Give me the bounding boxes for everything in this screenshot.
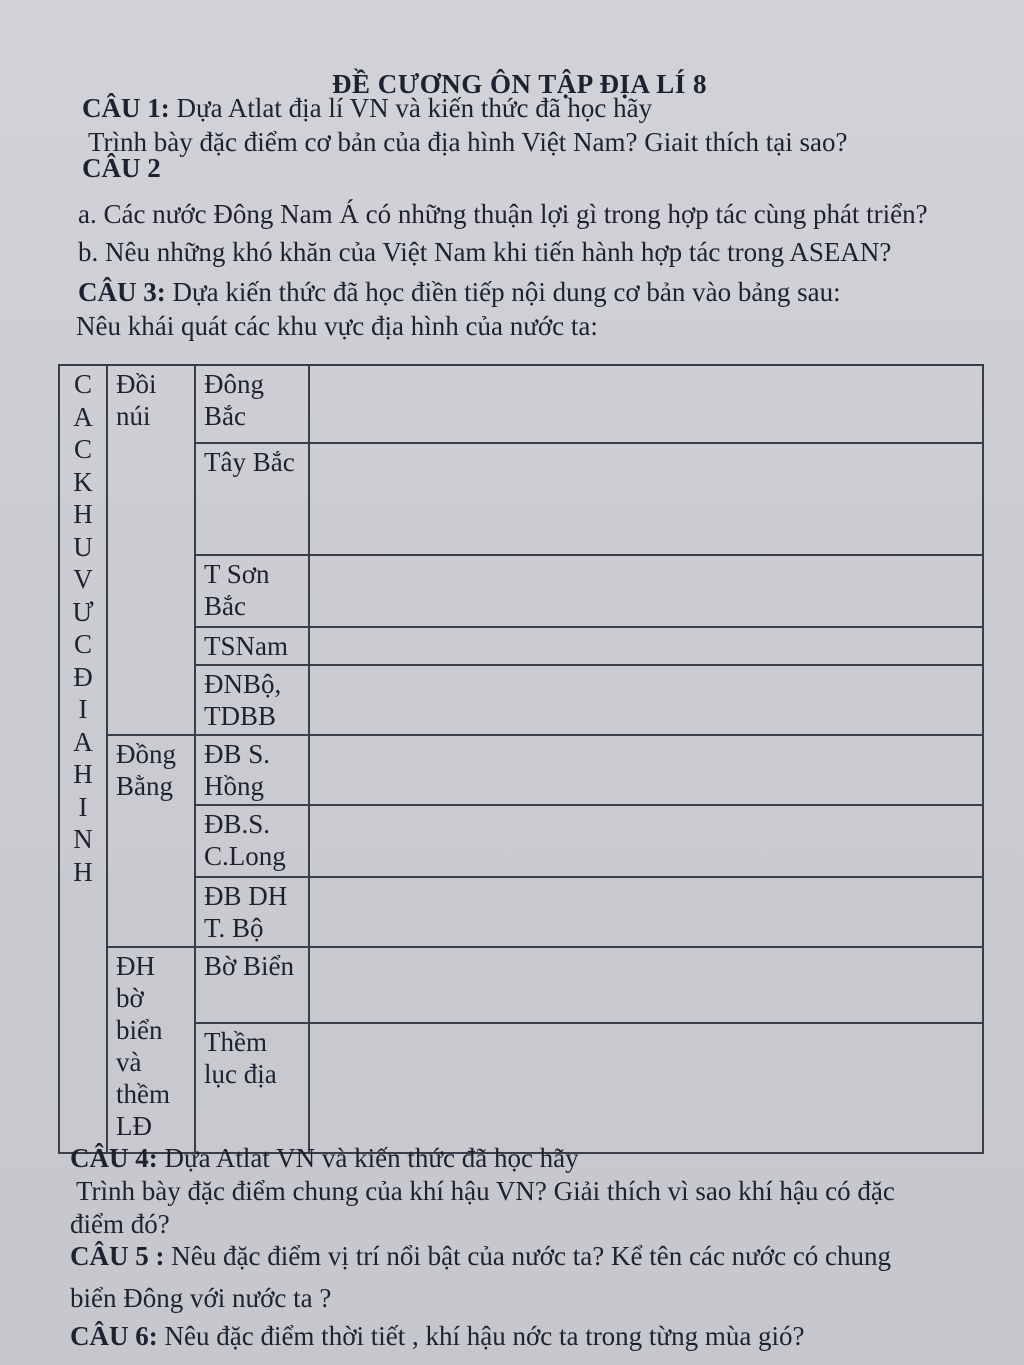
region-cell: Bờ Biển (195, 947, 309, 1023)
side-letter: U (73, 531, 93, 562)
side-letter: Ư (72, 596, 94, 627)
region-cell: T Sơn Bắc (195, 555, 309, 627)
question-1 (82, 92, 652, 124)
side-letter: N (73, 824, 93, 854)
side-heading (59, 365, 107, 1153)
side-letter: C (73, 629, 92, 659)
answer-cell[interactable] (309, 555, 983, 627)
side-letter: C (73, 434, 92, 464)
region-cell: ĐNBộ, TDBB (195, 665, 309, 735)
region-cell: ĐB DH T. Bộ (195, 877, 309, 947)
region-cell: Đông Bắc (195, 365, 309, 443)
question-1-label: CÂU 1: (82, 93, 170, 123)
answer-cell[interactable] (309, 443, 983, 555)
question-3-line-2: Nêu khái quát các khu vực địa hình của nước ta: (76, 311, 598, 341)
side-letter: A (73, 726, 93, 757)
question-2a: a. Các nước Đông Nam Á có những thuận lợi gì trong hợp tác cùng phát triển? (78, 199, 928, 229)
region-cell: Thềm lục địa (195, 1023, 309, 1153)
answer-cell[interactable] (309, 877, 983, 947)
answer-cell[interactable] (309, 365, 983, 443)
side-letter: A (73, 401, 93, 432)
answer-cell[interactable] (309, 947, 983, 1023)
document-title: ĐỀ CƯƠNG ÔN TẬP ĐỊA LÍ 8 (332, 69, 708, 99)
question-4-text: Dựa Atlat VN và kiến thức đã học hãy (157, 1143, 579, 1173)
question-6 (70, 1320, 805, 1352)
answer-cell[interactable] (309, 627, 983, 665)
question-5-label: CÂU 5 : (70, 1241, 165, 1271)
question-5 (70, 1240, 891, 1272)
region-cell: ĐB.S. C.Long (195, 805, 309, 877)
side-letter: H (73, 856, 93, 887)
question-6-label: CÂU 6: (70, 1321, 158, 1351)
question-3 (78, 276, 841, 308)
question-5-line-2: biển Đông với nước ta ? (70, 1283, 332, 1313)
question-4-line-2: Trình bày đặc điểm chung của khí hậu VN? Giải thích vì sao khí hậu có đặc (76, 1176, 895, 1206)
side-letter: C (73, 369, 92, 399)
question-2b: b. Nêu những khó khăn của Việt Nam khi tiến hành hợp tác trong ASEAN? (78, 237, 892, 267)
side-letter: I (78, 791, 88, 822)
answer-cell[interactable] (309, 735, 983, 805)
side-letter: Đ (73, 661, 93, 692)
answer-cell[interactable] (309, 805, 983, 877)
answer-cell[interactable] (309, 1023, 983, 1153)
region-cell: ĐB S. Hồng (195, 735, 309, 805)
question-1-line-2: Trình bày đặc điểm cơ bản của địa hình Việt Nam? Giait thích tại sao? (88, 127, 848, 157)
side-letter: V (73, 564, 93, 594)
question-3-text: Dựa kiến thức đã học điền tiếp nội dung cơ bản vào bảng sau: (165, 277, 841, 307)
question-4 (70, 1142, 579, 1174)
side-letter: H (73, 759, 93, 789)
question-4-line-3: điểm đó? (70, 1209, 170, 1239)
side-letter: H (73, 499, 93, 529)
terrain-table (58, 364, 984, 1154)
region-cell: TSNam (195, 627, 309, 665)
answer-cell[interactable] (309, 665, 983, 735)
side-letter: K (73, 466, 93, 497)
question-6-text: Nêu đặc điểm thời tiết , khí hậu nớc ta trong từng mùa gió? (157, 1321, 805, 1351)
region-cell: Tây Bắc (195, 443, 309, 555)
group-cell: Đồng Bằng (107, 735, 195, 947)
group-cell: ĐH bờ biển và thềm LĐ (107, 947, 195, 1153)
question-2-label: CÂU 2 (82, 153, 161, 183)
question-5-text: Nêu đặc điểm vị trí nổi bật của nước ta? Kể tên các nước có chung (164, 1241, 892, 1271)
question-1-text: Dựa Atlat địa lí VN và kiến thức đã học hãy (169, 93, 653, 123)
question-3-label: CÂU 3: (78, 277, 166, 307)
side-letter: I (78, 694, 88, 724)
question-4-label: CÂU 4: (70, 1143, 158, 1173)
group-cell: Đồi núi (107, 365, 195, 735)
